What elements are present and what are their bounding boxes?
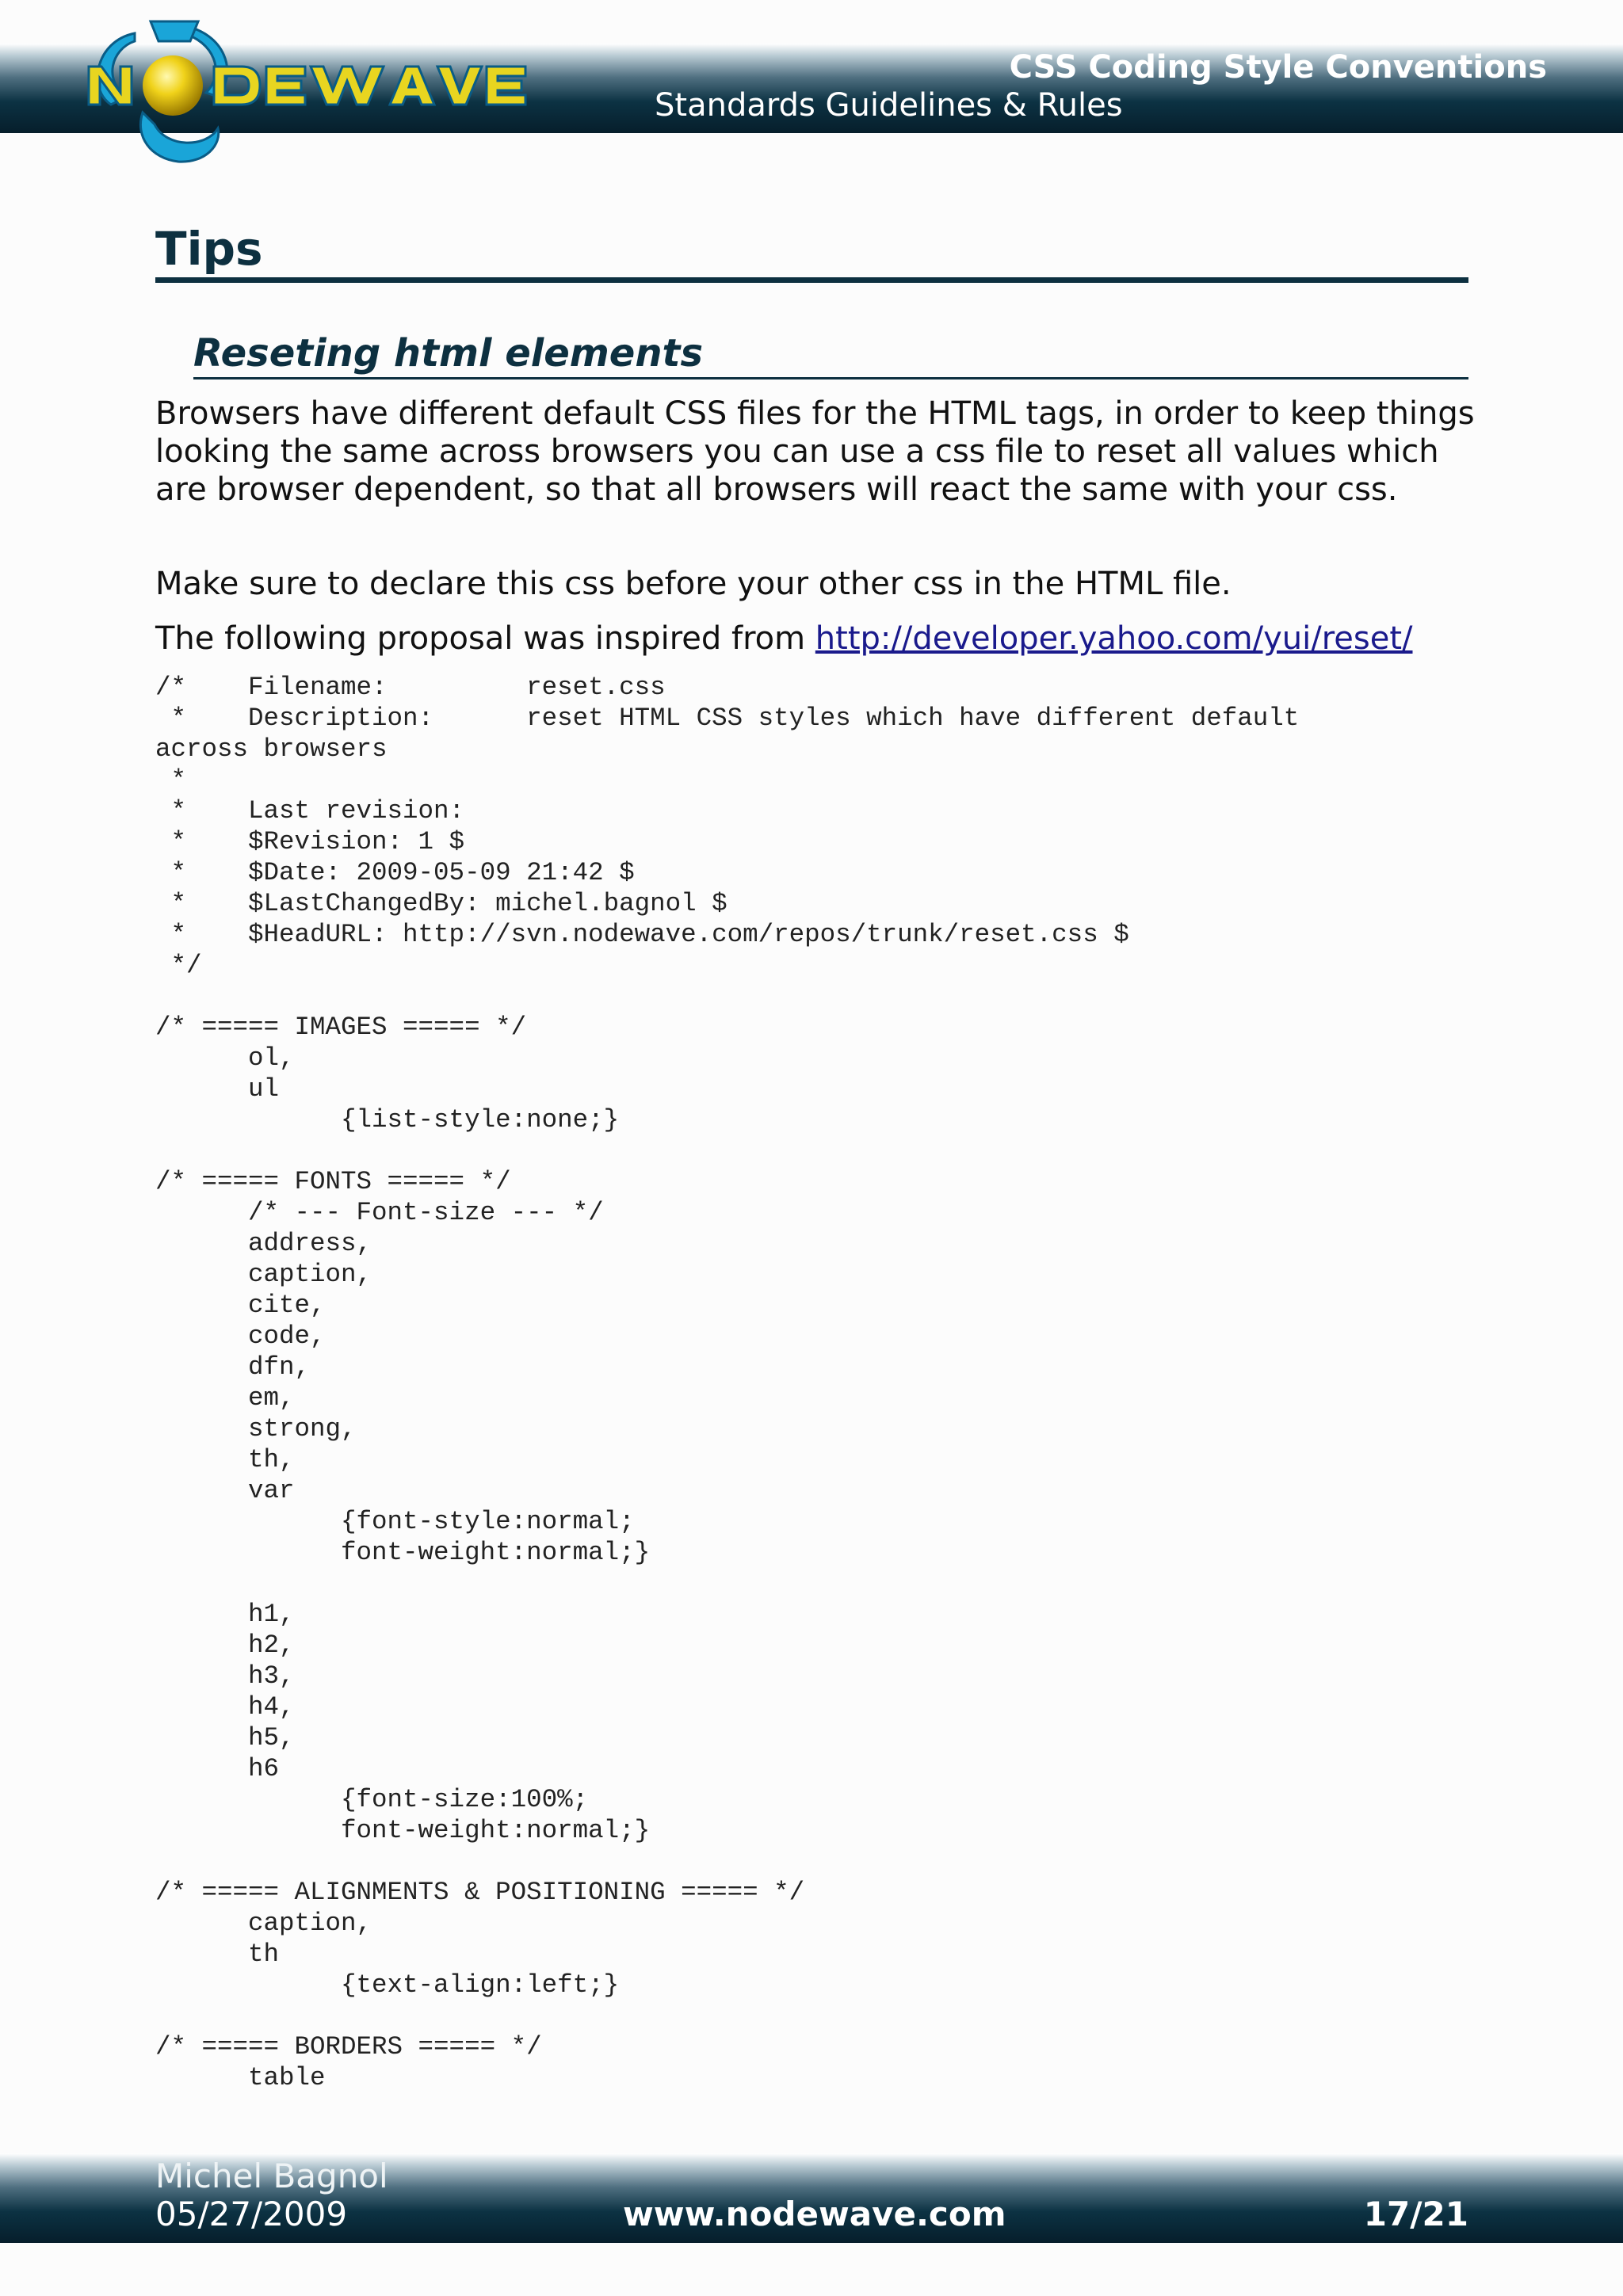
code-line: {font-size:100%; (155, 1785, 589, 1814)
code-line: */ (155, 951, 202, 980)
code-line: /* --- Font-size --- */ (155, 1198, 604, 1227)
heading-rule (155, 277, 1468, 283)
inspiration-text: The following proposal was inspired from (155, 620, 815, 657)
logo-swirl-bottom (140, 113, 218, 162)
code-line: * $Revision: 1 $ (155, 827, 465, 856)
section-heading: Tips (155, 222, 263, 276)
code-line: {text-align:left;} (155, 1970, 620, 2000)
code-line: cite, (155, 1291, 326, 1320)
code-line: /* ===== ALIGNMENTS & POSITIONING ===== */ (155, 1878, 805, 1907)
code-line: h1, (155, 1600, 295, 1629)
code-line: code, (155, 1322, 326, 1351)
code-line: ul (155, 1074, 280, 1104)
code-line: var (155, 1476, 295, 1505)
code-line: {list-style:none;} (155, 1105, 620, 1135)
intro-paragraph: Browsers have different default CSS files for the HTML tags, in order to keep things looking the same across browsers you can use a css file to reset all values which are browser dependent, so that all browsers will react the same with your css. (155, 395, 1475, 508)
code-line: table (155, 2063, 326, 2092)
inspiration-paragraph (155, 620, 1487, 658)
yui-reset-link[interactable]: http://developer.yahoo.com/yui/reset/ (815, 620, 1413, 657)
subsection-heading: Reseting html elements (193, 331, 704, 376)
logo-sphere (143, 55, 203, 116)
code-line: address, (155, 1229, 372, 1258)
code-line (155, 1568, 1487, 1599)
logo-swirl-top (151, 21, 198, 41)
code-line: dfn, (155, 1352, 311, 1382)
code-line: caption, (155, 1260, 372, 1289)
code-line: h5, (155, 1723, 295, 1753)
code-line: strong, (155, 1414, 357, 1444)
code-line: font-weight:normal;} (155, 1538, 651, 1567)
code-line: em, (155, 1383, 295, 1413)
logo-wordmark (214, 67, 525, 105)
code-line: h6 (155, 1754, 280, 1783)
code-line: caption, (155, 1909, 372, 1938)
code-line: * Last revision: (155, 796, 465, 826)
code-line: across browsers (155, 734, 388, 764)
code-line: /* ===== IMAGES ===== */ (155, 1013, 527, 1042)
code-line (155, 1846, 1487, 1877)
code-line (155, 2000, 1487, 2031)
code-line: h2, (155, 1630, 295, 1660)
code-line: /* ===== BORDERS ===== */ (155, 2032, 542, 2061)
code-line (155, 1135, 1487, 1166)
footer-author: Michel Bagnol (155, 2157, 388, 2195)
code-line: * Description: reset HTML CSS styles which have different default (155, 704, 1300, 733)
reset-css-code-block (155, 672, 1487, 2093)
footer-website[interactable]: www.nodewave.com (623, 2195, 1006, 2233)
code-line: th, (155, 1445, 295, 1474)
code-line: * (155, 765, 187, 795)
code-line: * $Date: 2009-05-09 21:42 $ (155, 858, 635, 887)
code-line: /* ===== FONTS ===== */ (155, 1167, 511, 1196)
code-line: * $LastChangedBy: michel.bagnol $ (155, 889, 727, 918)
footer-page-number: 17/21 (1363, 2195, 1468, 2233)
code-line: th (155, 1939, 280, 1969)
document-title: CSS Coding Style Conventions (1009, 49, 1547, 86)
code-line (155, 981, 1487, 1012)
document-subtitle: Standards Guidelines & Rules (655, 87, 1123, 124)
nodewave-logo (79, 17, 539, 168)
code-line: h3, (155, 1661, 295, 1691)
code-line: {font-style:normal; (155, 1507, 635, 1536)
subheading-rule (193, 377, 1468, 379)
code-line: /* Filename: reset.css (155, 673, 666, 702)
code-line: * $HeadURL: http://svn.nodewave.com/repos/trunk/reset.css $ (155, 920, 1129, 949)
declare-order-paragraph: Make sure to declare this css before your other css in the HTML file. (155, 566, 1232, 602)
code-line: font-weight:normal;} (155, 1816, 651, 1845)
footer-date: 05/27/2009 (155, 2195, 348, 2233)
code-line: ol, (155, 1043, 295, 1073)
code-line: h4, (155, 1692, 295, 1722)
